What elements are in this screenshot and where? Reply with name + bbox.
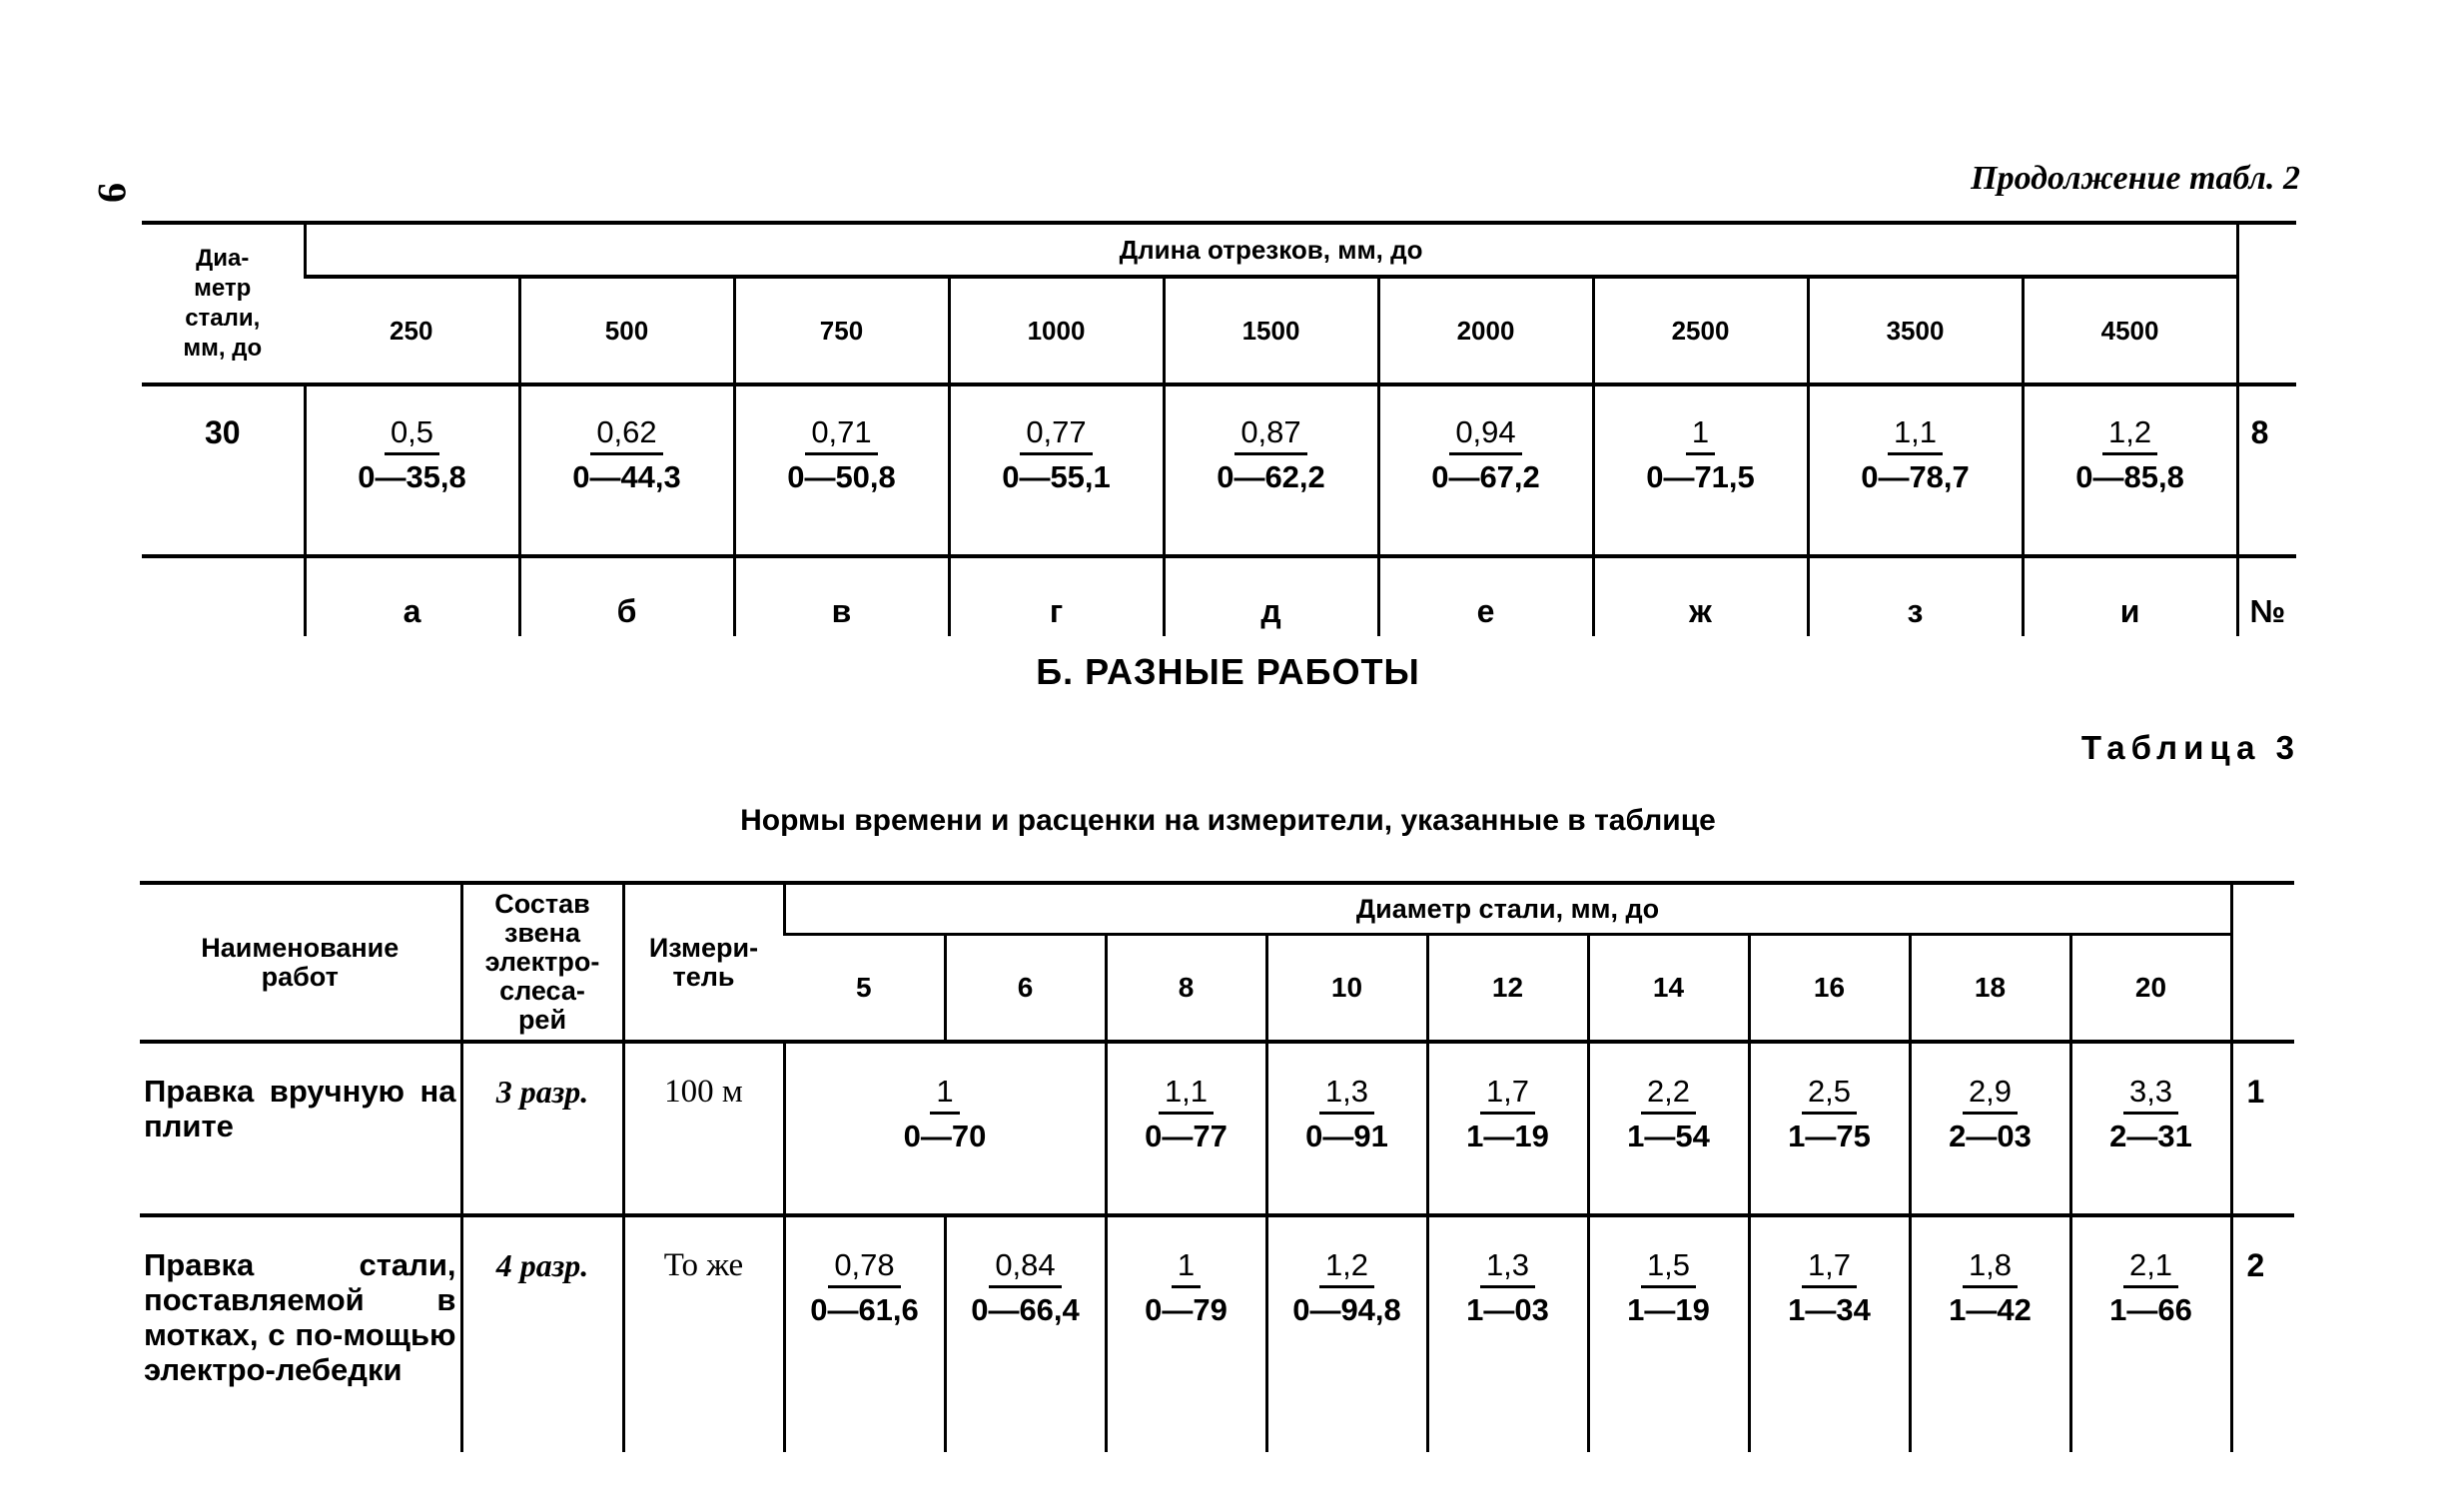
norm-rate-fraction <box>810 1247 919 1328</box>
norm-value: 1,7 <box>1480 1074 1535 1115</box>
work-name-header: Наименование работ <box>140 883 461 1042</box>
norm-value: 0,62 <box>590 414 662 455</box>
value-cell-merged <box>784 1042 1106 1215</box>
column-letter: ж <box>1593 556 1808 636</box>
norm-rate-fraction <box>358 414 466 495</box>
diameter-header-cell: 8 <box>1106 935 1266 1043</box>
norm-rate-fraction <box>1145 1247 1228 1328</box>
work-name: Правка вручную на плите <box>140 1042 461 1215</box>
value-cell <box>1378 384 1593 556</box>
rate-value: 2—31 <box>2109 1119 2192 1153</box>
norm-value: 1,8 <box>1963 1247 2018 1288</box>
norm-value: 0,71 <box>805 414 877 455</box>
length-header: Длина отрезков, мм, до <box>305 223 2237 277</box>
norm-rate-fraction <box>2109 1074 2192 1154</box>
rate-value: 0—35,8 <box>358 459 466 494</box>
rate-value: 1—03 <box>1466 1292 1549 1327</box>
crew-grade: 4 разр. <box>461 1215 623 1452</box>
column-letter: в <box>734 556 949 636</box>
table-2-continuation <box>142 221 2296 636</box>
crew-grade: 3 разр. <box>461 1042 623 1215</box>
norm-value: 1 <box>930 1074 959 1115</box>
column-letter: з <box>1808 556 2023 636</box>
rate-value: 0—91 <box>1305 1119 1388 1153</box>
value-cell <box>734 384 949 556</box>
unit-cell: То же <box>623 1215 784 1452</box>
value-cell <box>2070 1215 2231 1452</box>
diameter-header-cell: 18 <box>1910 935 2070 1043</box>
letter-cell-blank <box>142 556 305 636</box>
diameter-header-cell: 20 <box>2070 935 2231 1043</box>
length-header-cell: 4500 <box>2023 277 2237 384</box>
rate-value: 0—62,2 <box>1217 459 1325 494</box>
norm-rate-fraction <box>1627 1247 1710 1328</box>
row-number: 8 <box>2237 384 2296 556</box>
column-letter: и <box>2023 556 2237 636</box>
value-cell <box>1808 384 2023 556</box>
table-3-label: Таблица 3 <box>2080 729 2300 766</box>
norm-rate-fraction <box>572 414 681 495</box>
value-cell <box>1588 1042 1749 1215</box>
length-header-cell: 1000 <box>949 277 1164 384</box>
row-number: 2 <box>2231 1215 2294 1452</box>
value-cell <box>519 384 734 556</box>
norm-value: 2,9 <box>1963 1074 2018 1115</box>
length-header-cell: 1500 <box>1164 277 1378 384</box>
length-header-cell: 750 <box>734 277 949 384</box>
diameter-header: Диаметр стали, мм, до <box>784 883 2231 935</box>
norm-rate-fraction <box>1002 414 1111 495</box>
value-cell <box>1427 1042 1588 1215</box>
column-letter: а <box>305 556 519 636</box>
value-cell <box>1749 1042 1910 1215</box>
diameter-cell: 30 <box>142 384 305 556</box>
length-header-cell: 500 <box>519 277 734 384</box>
unit-cell: 100 м <box>623 1042 784 1215</box>
norm-rate-fraction <box>1949 1247 2032 1328</box>
norm-value: 1,7 <box>1802 1247 1857 1288</box>
length-header-cell: 250 <box>305 277 519 384</box>
rate-value: 1—42 <box>1949 1292 2032 1327</box>
norm-value: 0,87 <box>1234 414 1306 455</box>
rate-value: 0—66,4 <box>971 1292 1080 1327</box>
norm-rate-fraction <box>1949 1074 2032 1154</box>
norm-value: 0,94 <box>1449 414 1521 455</box>
value-cell <box>1910 1215 2070 1452</box>
norm-rate-fraction <box>2075 414 2184 495</box>
table-3 <box>140 881 2294 1452</box>
rate-value: 1—75 <box>1788 1119 1871 1153</box>
row-number: 1 <box>2231 1042 2294 1215</box>
norm-rate-fraction <box>904 1074 987 1154</box>
rate-value: 0—71,5 <box>1646 459 1755 494</box>
value-cell <box>1106 1215 1266 1452</box>
value-cell <box>1588 1215 1749 1452</box>
norm-rate-fraction <box>1431 414 1540 495</box>
value-cell <box>1106 1042 1266 1215</box>
norm-value: 1,2 <box>1319 1247 1374 1288</box>
norm-rate-fraction <box>1466 1074 1549 1154</box>
table-3-subtitle: Нормы времени и расценки на измерители, указанные в таблице <box>740 804 1716 837</box>
norm-rate-fraction <box>1145 1074 1228 1154</box>
rate-value: 1—34 <box>1788 1292 1871 1327</box>
norm-rate-fraction <box>1466 1247 1549 1328</box>
rate-value: 0—70 <box>903 1119 987 1153</box>
value-cell <box>949 384 1164 556</box>
rate-value: 2—03 <box>1949 1119 2032 1153</box>
value-cell <box>784 1215 945 1452</box>
section-title: Б. РАЗНЫЕ РАБОТЫ <box>1036 651 1420 692</box>
page-number: 9 <box>90 183 135 203</box>
length-header-cell: 3500 <box>1808 277 2023 384</box>
rate-value: 0—50,8 <box>787 459 896 494</box>
value-cell <box>1266 1042 1427 1215</box>
rate-value: 1—19 <box>1627 1292 1710 1327</box>
rate-value: 0—79 <box>1145 1292 1228 1327</box>
norm-value: 0,77 <box>1020 414 1092 455</box>
number-header-blank <box>2231 883 2294 1042</box>
norm-rate-fraction <box>2109 1247 2192 1328</box>
rate-value: 0—55,1 <box>1002 459 1111 494</box>
norm-rate-fraction <box>1788 1074 1871 1154</box>
length-header-cell: 2000 <box>1378 277 1593 384</box>
value-cell <box>1427 1215 1588 1452</box>
norm-value: 2,5 <box>1802 1074 1857 1115</box>
value-cell <box>1593 384 1808 556</box>
norm-value: 0,78 <box>828 1247 900 1288</box>
norm-value: 3,3 <box>2123 1074 2178 1115</box>
rate-value: 0—61,6 <box>810 1292 919 1327</box>
rate-value: 1—19 <box>1466 1119 1549 1153</box>
rate-value: 0—67,2 <box>1431 459 1540 494</box>
value-cell <box>945 1215 1106 1452</box>
diameter-header: Диа- метр стали, мм, до <box>142 223 305 384</box>
column-letter: б <box>519 556 734 636</box>
value-cell <box>1266 1215 1427 1452</box>
rate-value: 0—44,3 <box>572 459 681 494</box>
column-letter: е <box>1378 556 1593 636</box>
norm-rate-fraction <box>1627 1074 1710 1154</box>
work-name: Правка стали, поставляемой в мотках, с по-мощью электро-лебедки <box>144 1247 456 1387</box>
value-cell <box>305 384 519 556</box>
value-cell <box>1164 384 1378 556</box>
norm-value: 1,2 <box>2102 414 2157 455</box>
norm-rate-fraction <box>1305 1074 1388 1154</box>
norm-value: 1,1 <box>1159 1074 1214 1115</box>
length-header-cell: 2500 <box>1593 277 1808 384</box>
value-cell <box>1910 1042 2070 1215</box>
unit-header: Измери- тель <box>623 883 784 1042</box>
number-header-blank <box>2237 223 2296 384</box>
value-cell <box>2023 384 2237 556</box>
diameter-header-cell: 12 <box>1427 935 1588 1043</box>
diameter-header-cell: 6 <box>945 935 1106 1043</box>
norm-rate-fraction <box>971 1247 1080 1328</box>
crew-header: Состав звена электро- слеса- рей <box>461 883 623 1042</box>
norm-rate-fraction <box>787 414 896 495</box>
diameter-header-cell: 10 <box>1266 935 1427 1043</box>
norm-rate-fraction <box>1646 414 1755 495</box>
diameter-header-cell: 5 <box>784 935 945 1043</box>
norm-rate-fraction <box>1788 1247 1871 1328</box>
rate-value: 0—85,8 <box>2075 459 2184 494</box>
norm-rate-fraction <box>1292 1247 1401 1328</box>
column-letter: д <box>1164 556 1378 636</box>
norm-value: 1,3 <box>1319 1074 1374 1115</box>
norm-value: 1 <box>1172 1247 1201 1288</box>
value-cell <box>2070 1042 2231 1215</box>
rate-value: 0—78,7 <box>1861 459 1970 494</box>
value-cell <box>1749 1215 1910 1452</box>
column-letter: г <box>949 556 1164 636</box>
norm-value: 1 <box>1686 414 1715 455</box>
rate-value: 0—77 <box>1145 1119 1228 1153</box>
norm-value: 1,5 <box>1641 1247 1696 1288</box>
rate-value: 1—54 <box>1627 1119 1710 1153</box>
rate-value: 0—94,8 <box>1292 1292 1401 1327</box>
norm-value: 0,5 <box>385 414 439 455</box>
norm-rate-fraction <box>1217 414 1325 495</box>
number-label: № <box>2237 556 2296 636</box>
norm-value: 1,1 <box>1888 414 1943 455</box>
norm-value: 2,2 <box>1641 1074 1696 1115</box>
norm-value: 0,84 <box>989 1247 1061 1288</box>
diameter-header-cell: 14 <box>1588 935 1749 1043</box>
norm-rate-fraction <box>1861 414 1970 495</box>
norm-value: 2,1 <box>2123 1247 2178 1288</box>
diameter-header-cell: 16 <box>1749 935 1910 1043</box>
rate-value: 1—66 <box>2109 1292 2192 1327</box>
table-continuation-label: Продолжение табл. 2 <box>1971 160 2300 197</box>
norm-value: 1,3 <box>1480 1247 1535 1288</box>
